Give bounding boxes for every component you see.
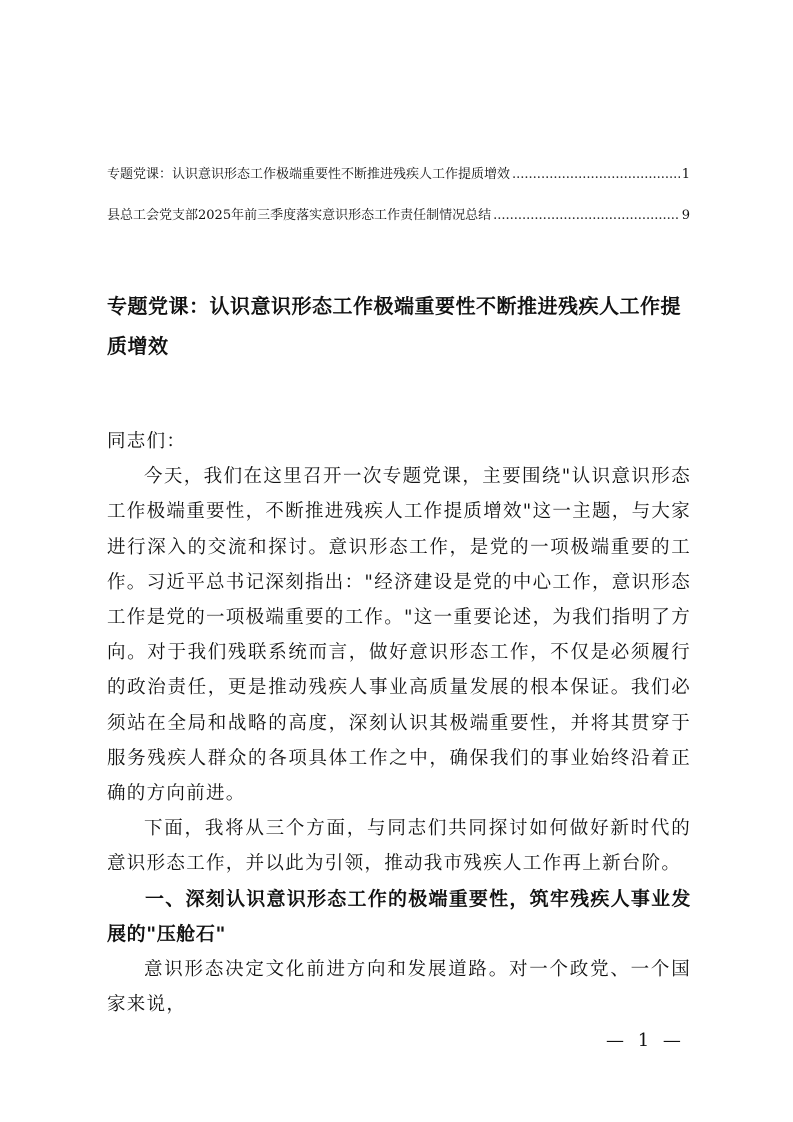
body-paragraph: 今天，我们在这里召开一次专题党课，主要围绕"认识意识形态工作极端重要性，不断推进残疾人工作提质增效"这一主题，与大家进行深入的交流和探讨。意识形态工作，是党的一项极端重要的工作。习近平总书记深刻指出："经济建设是党的中心工作，意识形态工作是党的一项极端重要的工作。"这一重要论述，为我们指明了方向。对于我们残联系统而言，做好意识形态工作，不仅是必须履行的政治责任，更是推动残疾人事业高质量发展的根本保证。我们必须站在全局和战略的高度，深刻认识其极端重要性，并将其贯穿于服务残疾人群众的各项具体工作之中，确保我们的事业始终沿着正确的方向前进。 (107, 466, 692, 805)
toc-entry-title: 县总工会党支部2025年前三季度落实意识形态工作责任制情况总结 (107, 208, 492, 223)
toc-entry[interactable] (107, 204, 690, 223)
toc-leader-dots (512, 167, 680, 182)
toc-leader-dots (493, 208, 680, 223)
document-title: 专题党课：认识意识形态工作极端重要性不断推进残疾人工作提质增效 (107, 294, 681, 358)
body-paragraph: 意识形态决定文化前进方向和发展道路。对一个政党、一个国家来说， (107, 959, 691, 1016)
toc-entry-title: 专题党课：认识意识形态工作极端重要性不断推进残疾人工作提质增效 (107, 167, 511, 182)
toc-entry[interactable] (107, 163, 690, 182)
toc-entry-page: 1 (681, 167, 690, 182)
toc-entry-page: 9 (681, 208, 690, 223)
body-paragraph: 下面，我将从三个方面，与同志们共同探讨如何做好新时代的意识形态工作，并以此为引领，推动我市残疾人工作再上新台阶。 (107, 818, 691, 875)
document-body (107, 424, 691, 1022)
salutation: 同志们： (107, 431, 187, 452)
page-number: — 1 — (606, 1030, 685, 1051)
section-heading: 一、深刻认识意识形态工作的极端重要性，筑牢残疾人事业发展的"压舱石" (107, 887, 691, 945)
